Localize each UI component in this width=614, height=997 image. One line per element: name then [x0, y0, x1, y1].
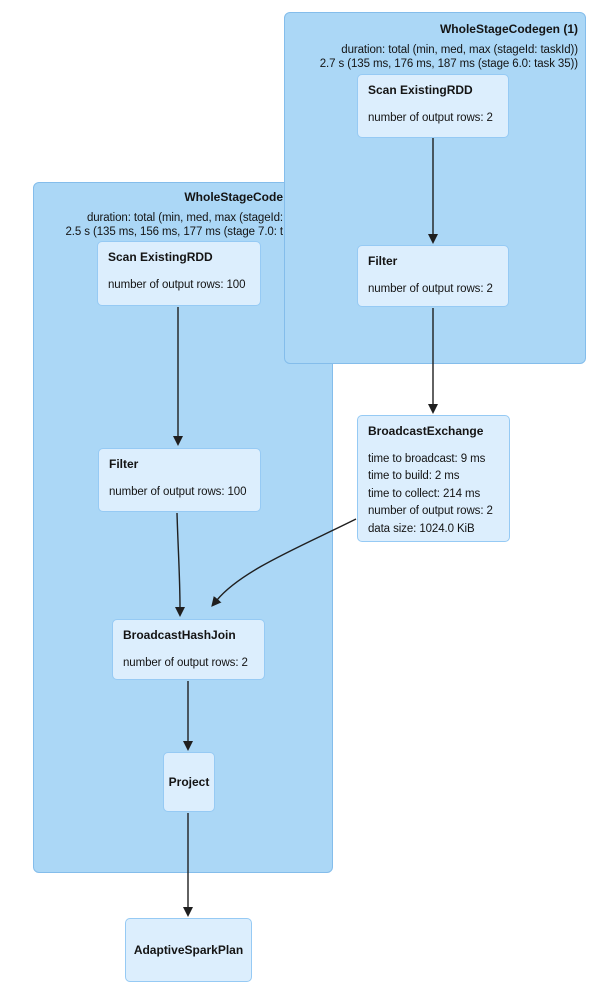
node-title: Filter	[368, 254, 398, 268]
node-title: BroadcastExchange	[368, 424, 484, 438]
cluster-duration-line2: 2.7 s (135 ms, 176 ms, 187 ms (stage 6.0: task 35))	[319, 57, 578, 70]
node-project[interactable]	[163, 752, 215, 812]
cluster-label	[34, 190, 283, 239]
node-metric: data size: 1024.0 KiB	[368, 522, 475, 535]
cluster-wholestagecodegen-1	[284, 12, 586, 364]
node-metric: time to build: 2 ms	[368, 470, 460, 483]
node-filter-1[interactable]	[357, 245, 509, 307]
node-scan-existingrdd-1[interactable]	[357, 74, 509, 138]
node-metric: number of output rows: 2	[368, 283, 493, 295]
node-metric: number of output rows: 100	[108, 279, 246, 291]
cluster-title: WholeStageCode	[184, 190, 283, 204]
node-metric: number of output rows: 100	[109, 486, 247, 498]
node-title: BroadcastHashJoin	[123, 628, 236, 642]
cluster-title: WholeStageCodegen (1)	[439, 22, 578, 36]
node-filter-2[interactable]	[98, 448, 261, 512]
node-broadcast-exchange[interactable]	[357, 415, 510, 542]
cluster-label	[293, 22, 578, 71]
node-title: AdaptiveSparkPlan	[133, 943, 244, 957]
node-broadcast-hash-join[interactable]	[112, 619, 265, 680]
cluster-duration-line2: 2.5 s (135 ms, 156 ms, 177 ms (stage 7.0: t	[65, 225, 283, 238]
node-metric: number of output rows: 2	[368, 112, 493, 124]
node-title: Filter	[109, 457, 139, 471]
node-metric: time to collect: 214 ms	[368, 487, 481, 500]
cluster-duration-line1: duration: total (min, med, max (stageId: taskId))	[341, 44, 578, 56]
node-adaptive-spark-plan[interactable]	[125, 918, 252, 982]
node-metric: time to broadcast: 9 ms	[368, 453, 486, 465]
node-metric: number of output rows: 2	[368, 505, 493, 518]
node-title: Scan ExistingRDD	[108, 250, 213, 264]
cluster-duration-line1: duration: total (min, med, max (stageId:	[86, 212, 283, 224]
node-title: Scan ExistingRDD	[368, 83, 473, 97]
node-title: Project	[168, 775, 210, 789]
node-metrics	[368, 451, 504, 538]
node-metric: number of output rows: 2	[123, 657, 248, 669]
node-scan-existingrdd-2[interactable]	[97, 241, 261, 306]
